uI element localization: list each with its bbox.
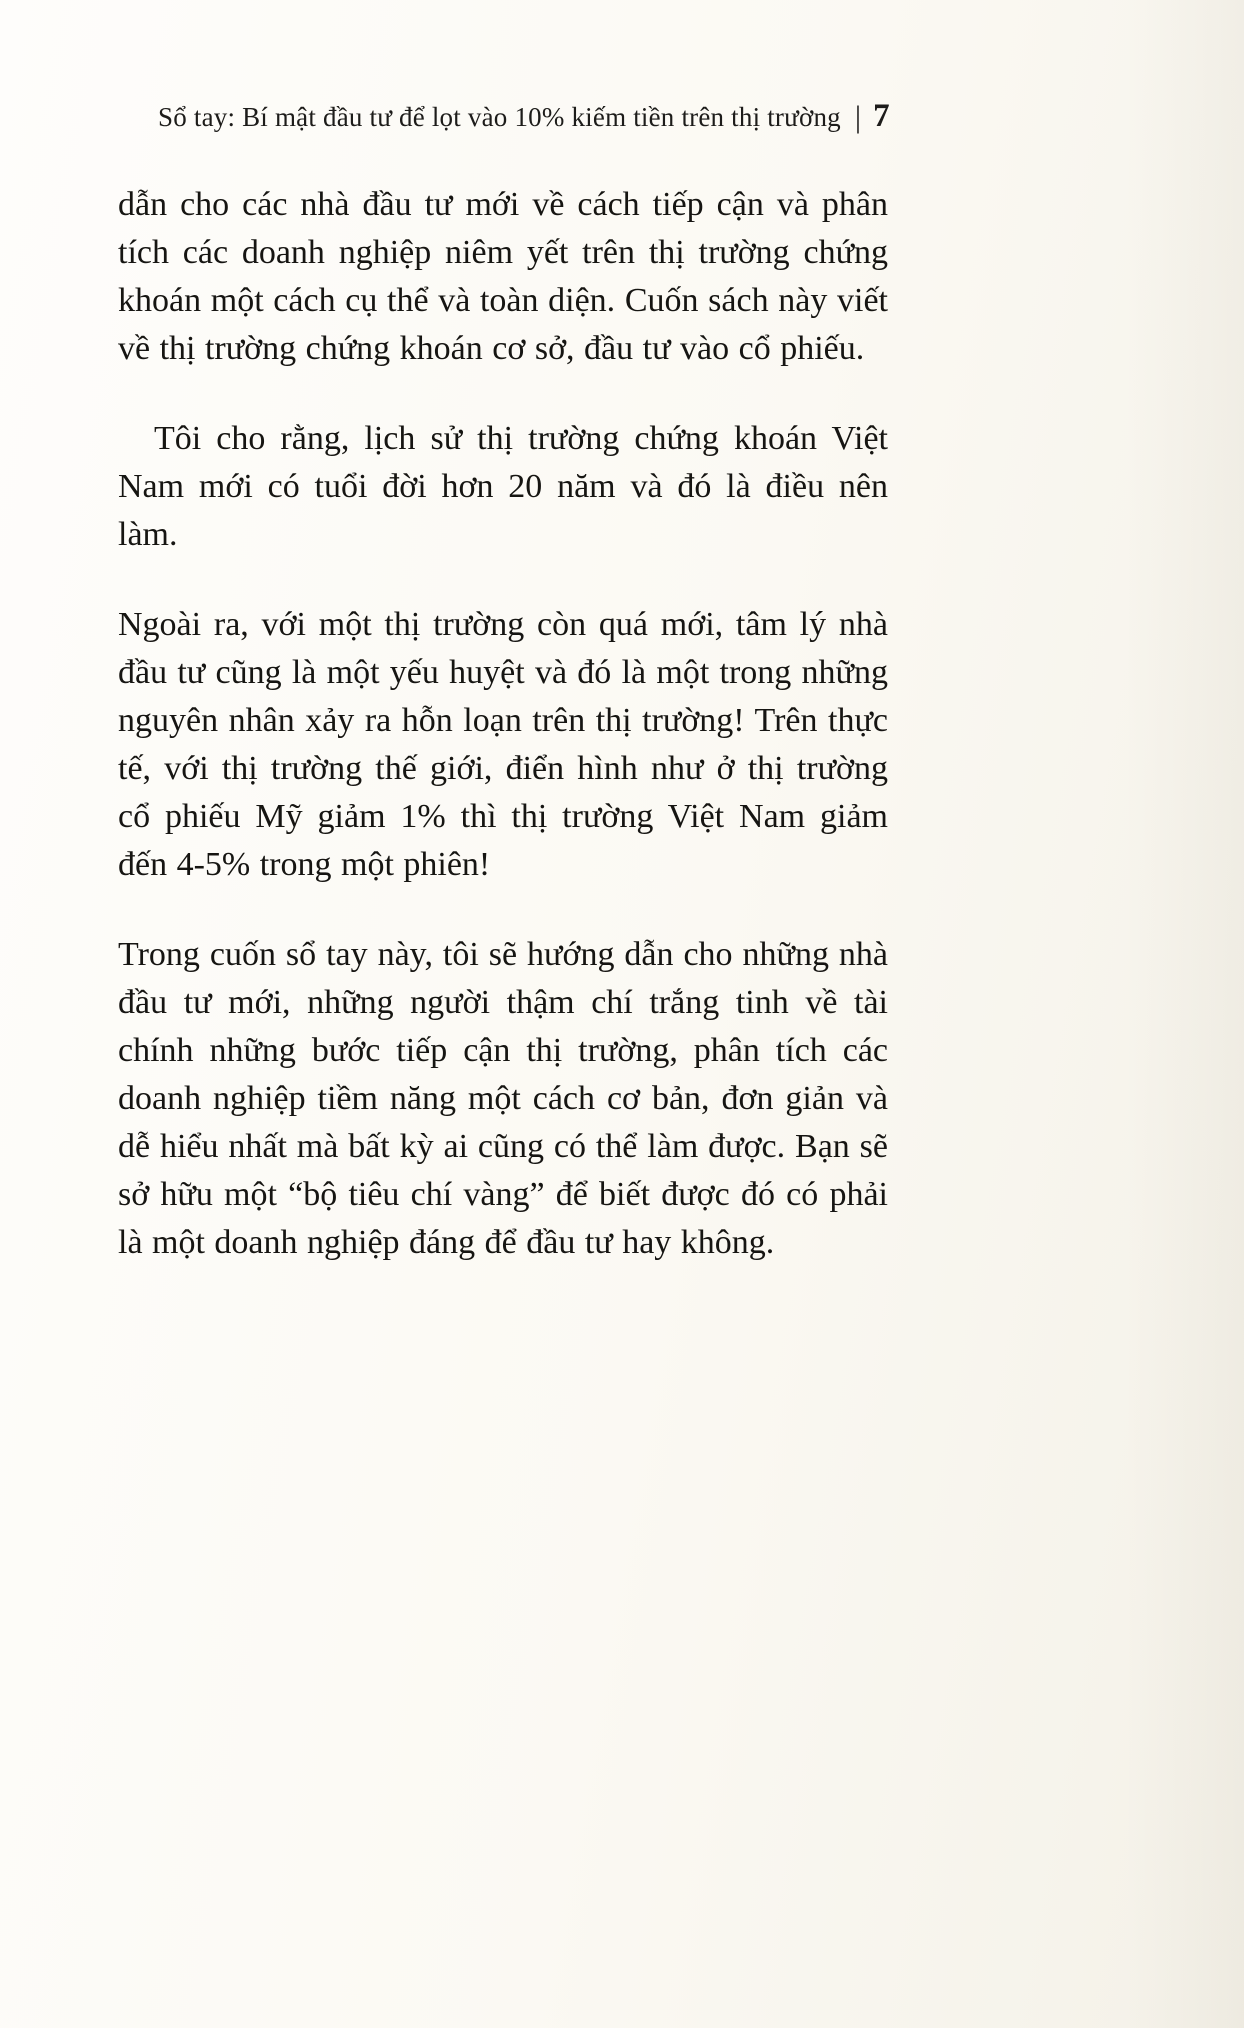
paragraph: Ngoài ra, với một thị trường còn quá mới, tâm lý nhà đầu tư cũng là một yếu huyệt và đó là một trong những nguyên nhân xảy ra hỗn loạn trên thị trường! Trên thực tế, với thị trường thế giới, điển hình như ở thị trường cổ phiếu Mỹ giảm 1% thì thị trường Việt Nam giảm đến 4-5% trong một phiên! [118, 606, 888, 883]
page-header [118, 98, 888, 135]
paragraph: Trong cuốn sổ tay này, tôi sẽ hướng dẫn cho những nhà đầu tư mới, những người thậm chí trắng tinh về tài chính những bước tiếp cận thị trường, phân tích các doanh nghiệp tiềm năng một cách cơ bản, đơn giản và dễ hiểu nhất mà bất kỳ ai cũng có thể làm được. Bạn sẽ sở hữu một “bộ tiêu chí vàng” để biết được đó có phải là một doanh nghiệp đáng để đầu tư hay không. [118, 936, 888, 1261]
paragraph: dẫn cho các nhà đầu tư mới về cách tiếp cận và phân tích các doanh nghiệp niêm yết trên thị trường chứng khoán một cách cụ thể và toàn diện. Cuốn sách này viết về thị trường chứng khoán cơ sở, đầu tư vào cổ phiếu. [118, 186, 888, 367]
page-content [118, 0, 888, 1267]
running-title: Sổ tay: Bí mật đầu tư để lọt vào 10% kiếm tiền trên thị trường [158, 102, 841, 132]
paragraph: Tôi cho rằng, lịch sử thị trường chứng khoán Việt Nam mới có tuổi đời hơn 20 năm và đó là điều nên làm. [118, 420, 888, 553]
page-number: 7 [873, 98, 890, 134]
body-text [118, 181, 888, 1267]
header-separator: | [854, 99, 862, 134]
